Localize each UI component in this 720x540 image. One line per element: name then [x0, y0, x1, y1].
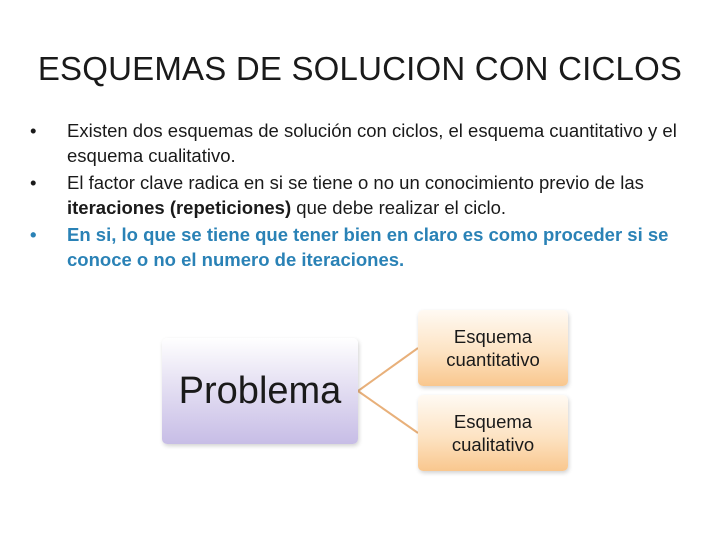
- branch-node-cualitativo: [418, 395, 568, 471]
- bullet-bold-text: iteraciones (repeticiones): [67, 197, 292, 218]
- branch-label-line1: Esquema: [453, 411, 533, 432]
- bullet-text: Existen dos esquemas de solución con ciclos, el esquema cuantitativo y el esquema cualitativo.: [67, 120, 677, 166]
- bullet-text: que debe realizar el ciclo.: [291, 197, 507, 218]
- branch-label-line1: Esquema: [453, 326, 533, 347]
- bullet-marker: •: [30, 172, 37, 193]
- branch-node-cuantitativo: [418, 310, 568, 386]
- branch-label-line2: cuantitativo: [446, 349, 540, 370]
- connector-line-top: [358, 348, 418, 391]
- slide-title: ESQUEMAS DE SOLUCION CON CICLOS: [37, 50, 683, 87]
- branch-label-line2: cualitativo: [451, 434, 535, 455]
- bullet-text: En si, lo que se tiene que tener bien en claro es como proceder si se conoce o no el numero de iteraciones.: [67, 224, 669, 270]
- bullet-text: El factor clave radica en si se tiene o no un conocimiento previo de las: [67, 172, 644, 193]
- bullet-marker: •: [30, 224, 37, 245]
- connector-line-bottom: [358, 391, 418, 433]
- bullet-marker: •: [30, 120, 37, 141]
- root-node-problema: Problema: [162, 338, 358, 444]
